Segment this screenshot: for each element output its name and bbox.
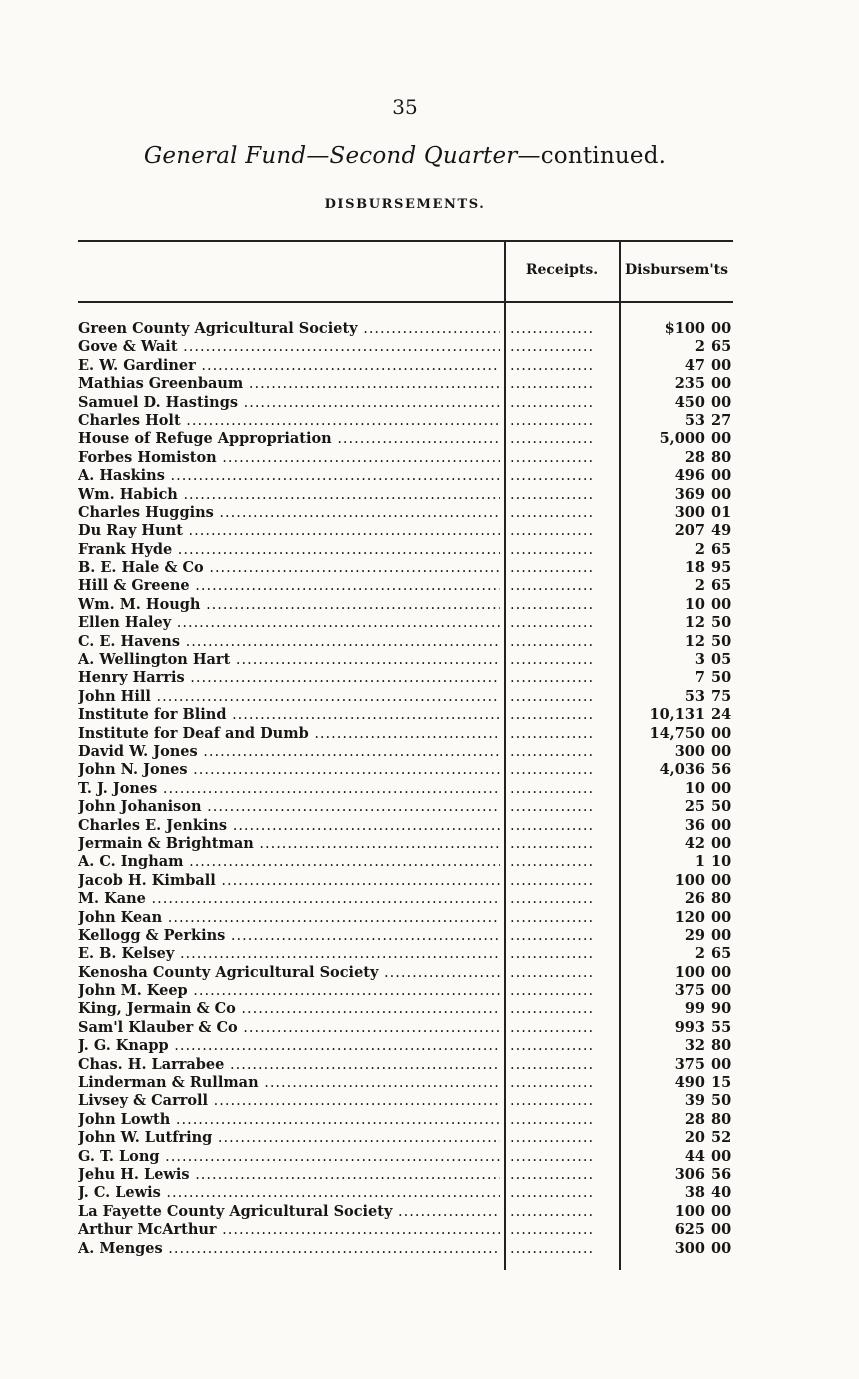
receipts-cell: ............... <box>510 799 595 816</box>
payee-name: Forbes Homiston ..... <box>78 449 500 467</box>
receipts-cell: ............... <box>510 743 595 760</box>
payee-name: Charles Huggins ..... <box>78 504 500 522</box>
disbursement-cents: 00 <box>711 485 732 503</box>
payee-name: E. W. Gardiner ..... <box>78 357 500 375</box>
payee-name: Wm. M. Hough ..... <box>78 596 500 614</box>
receipts-cell: ............... <box>510 1075 595 1092</box>
receipts-cell: ............... <box>510 835 595 852</box>
table-row <box>78 577 733 595</box>
receipts-cell: ............... <box>510 1093 595 1110</box>
payee-name: Du Ray Hunt ..... <box>78 522 500 540</box>
payee-name: Arthur McArthur ..... <box>78 1221 500 1239</box>
table-row <box>78 1000 733 1018</box>
table-row <box>78 688 733 706</box>
disbursement-cents: 50 <box>711 1092 732 1110</box>
disbursement-dollars: 29 <box>684 926 705 944</box>
payee-name: John W. Lutfring ..... <box>78 1129 500 1147</box>
table-row <box>78 467 733 485</box>
disbursement-dollars: 3 <box>694 651 705 669</box>
table-row <box>78 486 733 504</box>
payee-name: Green County Agricultural Society ..... <box>78 320 500 338</box>
disbursement-dollars: 450 <box>674 393 705 411</box>
disbursement-cents: 65 <box>711 577 732 595</box>
disbursement-cents: 50 <box>711 669 732 687</box>
table-row <box>78 1221 733 1239</box>
payee-name: David W. Jones ..... <box>78 743 500 761</box>
disbursement-cents: 00 <box>711 375 732 393</box>
disbursement-cents: 00 <box>711 926 732 944</box>
disbursement-cents: 05 <box>711 651 732 669</box>
disbursement-cents: 65 <box>711 540 732 558</box>
table-row <box>78 669 733 687</box>
payee-name: Linderman & Rullman ..... <box>78 1074 500 1092</box>
payee-name: John N. Jones ..... <box>78 761 500 779</box>
disbursement-cents: 00 <box>711 742 732 760</box>
payee-name: A. Haskins ..... <box>78 467 500 485</box>
page-number: 35 <box>392 95 418 119</box>
table-row <box>78 1129 733 1147</box>
disbursement-dollars: 375 <box>674 1055 705 1073</box>
disbursement-dollars: 47 <box>684 356 705 374</box>
receipts-cell: ............... <box>510 1130 595 1147</box>
payee-name: J. G. Knapp ..... <box>78 1037 500 1055</box>
receipts-cell: ............... <box>510 909 595 926</box>
payee-name: C. E. Havens ..... <box>78 633 500 651</box>
receipts-cell: ............... <box>510 762 595 779</box>
receipts-cell: ............... <box>510 596 595 613</box>
table-row <box>78 541 733 559</box>
disbursement-dollars: 14,750 <box>649 724 705 742</box>
disbursement-cents: 55 <box>711 1018 732 1036</box>
disbursement-cents: 80 <box>711 1037 732 1055</box>
receipts-cell: ............... <box>510 541 595 558</box>
table-row <box>78 375 733 393</box>
payee-name: Samuel D. Hastings ..... <box>78 394 500 412</box>
disbursement-dollars: 2 <box>694 338 705 356</box>
payee-name: Jehu H. Lewis ..... <box>78 1166 500 1184</box>
receipts-cell: ............... <box>510 1185 595 1202</box>
disbursement-dollars: 99 <box>684 1000 705 1018</box>
table-row <box>78 1166 733 1184</box>
disbursement-cents: 00 <box>711 779 732 797</box>
receipts-cell: ............... <box>510 891 595 908</box>
disbursement-cents: 00 <box>711 1202 732 1220</box>
header-bottom-rule <box>78 301 733 303</box>
receipts-cell: ............... <box>510 431 595 448</box>
payee-name: La Fayette County Agricultural Society ..... <box>78 1203 500 1221</box>
disbursement-cents: 00 <box>711 1239 732 1257</box>
payee-name: Kellogg & Perkins ..... <box>78 927 500 945</box>
disbursement-cents: 52 <box>711 1129 732 1147</box>
receipts-cell: ............... <box>510 854 595 871</box>
disbursement-cents: 00 <box>711 1055 732 1073</box>
receipts-cell: ............... <box>510 321 595 337</box>
payee-name: E. B. Kelsey ..... <box>78 945 500 963</box>
table-row <box>78 1203 733 1221</box>
receipts-cell: ............... <box>510 707 595 724</box>
disbursement-cents: 00 <box>711 430 732 448</box>
disbursement-cents: 50 <box>711 614 732 632</box>
table-rows <box>78 320 733 1258</box>
disbursement-dollars: 28 <box>684 1110 705 1128</box>
receipts-cell: ............... <box>510 394 595 411</box>
receipts-cell: ............... <box>510 927 595 944</box>
disbursement-cents: 00 <box>711 467 732 485</box>
receipts-cell: ............... <box>510 872 595 889</box>
table-row <box>78 945 733 963</box>
disbursement-dollars: 18 <box>684 559 705 577</box>
table-row <box>78 559 733 577</box>
payee-name: Ellen Haley ..... <box>78 614 500 632</box>
receipts-cell: ............... <box>510 560 595 577</box>
table-row <box>78 798 733 816</box>
receipts-cell: ............... <box>510 615 595 632</box>
receipts-cell: ............... <box>510 1111 595 1128</box>
disbursement-dollars: 12 <box>684 632 705 650</box>
receipts-cell: ............... <box>510 1001 595 1018</box>
title-main: General Fund—Second Quarter <box>143 143 518 169</box>
receipts-cell: ............... <box>510 339 595 356</box>
disbursement-dollars: 306 <box>674 1165 705 1183</box>
disbursement-dollars: 120 <box>674 908 705 926</box>
payee-name: A. Menges ..... <box>78 1240 500 1258</box>
disbursement-cents: 00 <box>711 1147 732 1165</box>
table-row <box>78 430 733 448</box>
disbursement-dollars: 38 <box>684 1184 705 1202</box>
disbursement-dollars: 100 <box>674 1202 705 1220</box>
receipts-cell: ............... <box>510 633 595 650</box>
table-row <box>78 890 733 908</box>
disbursement-cents: 00 <box>711 724 732 742</box>
receipts-cell: ............... <box>510 1148 595 1165</box>
table-row <box>78 964 733 982</box>
disbursement-cents: 90 <box>711 1000 732 1018</box>
table-row <box>78 633 733 651</box>
disbursement-cents: 15 <box>711 1074 732 1092</box>
receipts-cell: ............... <box>510 688 595 705</box>
disbursement-dollars: 10,131 <box>649 706 705 724</box>
payee-name: John Johanison ..... <box>78 798 500 816</box>
disbursement-dollars: 235 <box>674 375 705 393</box>
receipts-cell: ............... <box>510 1056 595 1073</box>
table-row <box>78 780 733 798</box>
disbursement-cents: 56 <box>711 1165 732 1183</box>
disbursement-cents: 49 <box>711 522 732 540</box>
payee-name: John Lowth ..... <box>78 1111 500 1129</box>
disbursement-dollars: 12 <box>684 614 705 632</box>
table-row <box>78 1184 733 1202</box>
disbursement-cents: 00 <box>711 908 732 926</box>
table-row <box>78 1092 733 1110</box>
payee-name: John M. Keep ..... <box>78 982 500 1000</box>
disbursement-dollars: 300 <box>674 1239 705 1257</box>
table-row <box>78 927 733 945</box>
table-row <box>78 651 733 669</box>
table-row <box>78 1056 733 1074</box>
table-row <box>78 1240 733 1258</box>
receipts-cell: ............... <box>510 817 595 834</box>
page-title <box>0 143 810 169</box>
receipts-cell: ............... <box>510 1222 595 1239</box>
disbursement-cents: 80 <box>711 448 732 466</box>
disbursement-cents: 00 <box>711 393 732 411</box>
receipts-cell: ............... <box>510 1166 595 1183</box>
disbursement-cents: 00 <box>711 963 732 981</box>
receipts-cell: ............... <box>510 946 595 963</box>
payee-name: Wm. Habich ..... <box>78 486 500 504</box>
table-row <box>78 706 733 724</box>
disbursement-cents: 10 <box>711 853 732 871</box>
disbursements-column-header: Disbursem'ts <box>625 262 728 278</box>
receipts-cell: ............... <box>510 1203 595 1220</box>
disbursement-dollars: 10 <box>684 779 705 797</box>
table-row <box>78 817 733 835</box>
payee-name: John Hill ..... <box>78 688 500 706</box>
payee-name: Jacob H. Kimball ..... <box>78 872 500 890</box>
payee-name: Institute for Deaf and Dumb ..... <box>78 725 500 743</box>
disbursement-dollars: 25 <box>684 798 705 816</box>
table-row <box>78 394 733 412</box>
table-row <box>78 761 733 779</box>
payee-name: T. J. Jones ..... <box>78 780 500 798</box>
receipts-column-header: Receipts. <box>525 262 599 278</box>
table-row <box>78 725 733 743</box>
payee-name: Mathias Greenbaum ..... <box>78 375 500 393</box>
payee-name: A. C. Ingham ..... <box>78 853 500 871</box>
table-row <box>78 743 733 761</box>
payee-name: Sam'l Klauber & Co ..... <box>78 1019 500 1037</box>
table-row <box>78 1019 733 1037</box>
disbursement-cents: 80 <box>711 1110 732 1128</box>
table-row <box>78 1037 733 1055</box>
disbursement-dollars: 375 <box>674 982 705 1000</box>
receipts-cell: ............... <box>510 725 595 742</box>
disbursement-cents: 00 <box>711 356 732 374</box>
receipts-cell: ............... <box>510 983 595 1000</box>
disbursement-dollars: 5,000 <box>659 430 705 448</box>
table-row <box>78 338 733 356</box>
disbursement-dollars: 490 <box>674 1074 705 1092</box>
section-heading: DISBURSEMENTS. <box>324 197 486 212</box>
disbursement-dollars: 207 <box>674 522 705 540</box>
disbursement-cents: 27 <box>711 411 732 429</box>
disbursement-dollars: 10 <box>684 595 705 613</box>
disbursement-cents: 00 <box>711 816 732 834</box>
table-row <box>78 614 733 632</box>
payee-name: Charles E. Jenkins ..... <box>78 817 500 835</box>
receipts-cell: ............... <box>510 780 595 797</box>
receipts-cell: ............... <box>510 1019 595 1036</box>
disbursement-dollars: $100 <box>664 320 705 337</box>
table-row <box>78 1074 733 1092</box>
table-row <box>78 909 733 927</box>
payee-name: John Kean ..... <box>78 909 500 927</box>
payee-name: Institute for Blind ..... <box>78 706 500 724</box>
receipts-cell: ............... <box>510 1240 595 1257</box>
disbursement-dollars: 100 <box>674 871 705 889</box>
disbursement-cents: 75 <box>711 687 732 705</box>
disbursement-dollars: 26 <box>684 890 705 908</box>
disbursement-dollars: 4,036 <box>659 761 705 779</box>
disbursement-cents: 00 <box>711 834 732 852</box>
disbursement-cents: 24 <box>711 706 732 724</box>
table-row <box>78 449 733 467</box>
disbursement-cents: 00 <box>711 871 732 889</box>
disbursement-cents: 95 <box>711 559 732 577</box>
receipts-cell: ............... <box>510 964 595 981</box>
disbursement-dollars: 100 <box>674 963 705 981</box>
disbursement-dollars: 20 <box>684 1129 705 1147</box>
disbursement-dollars: 993 <box>674 1018 705 1036</box>
payee-name: Gove & Wait ..... <box>78 338 500 356</box>
payee-name: House of Refuge Appropriation ..... <box>78 430 500 448</box>
payee-name: Henry Harris ..... <box>78 669 500 687</box>
payee-name: Frank Hyde ..... <box>78 541 500 559</box>
payee-name: Kenosha County Agricultural Society ..... <box>78 964 500 982</box>
receipts-cell: ............... <box>510 449 595 466</box>
disbursement-cents: 56 <box>711 761 732 779</box>
disbursement-cents: 00 <box>711 982 732 1000</box>
receipts-cell: ............... <box>510 504 595 521</box>
payee-name: Livsey & Carroll ..... <box>78 1092 500 1110</box>
payee-name: Jermain & Brightman ..... <box>78 835 500 853</box>
receipts-cell: ............... <box>510 578 595 595</box>
payee-name: Hill & Greene ..... <box>78 577 500 595</box>
disbursement-dollars: 1 <box>694 853 705 871</box>
disbursement-cents: 40 <box>711 1184 732 1202</box>
receipts-cell: ............... <box>510 486 595 503</box>
table-row <box>78 872 733 890</box>
disbursement-dollars: 369 <box>674 485 705 503</box>
disbursement-cents: 50 <box>711 632 732 650</box>
table-row <box>78 1148 733 1166</box>
disbursement-dollars: 625 <box>674 1221 705 1239</box>
disbursement-dollars: 28 <box>684 448 705 466</box>
payee-name: J. C. Lewis ..... <box>78 1184 500 1202</box>
disbursement-dollars: 32 <box>684 1037 705 1055</box>
disbursement-cents: 01 <box>711 503 732 521</box>
table-row <box>78 504 733 522</box>
receipts-cell: ............... <box>510 357 595 374</box>
disbursement-cents: 65 <box>711 338 732 356</box>
disbursement-dollars: 42 <box>684 834 705 852</box>
receipts-cell: ............... <box>510 376 595 393</box>
receipts-cell: ............... <box>510 652 595 669</box>
payee-name: G. T. Long ..... <box>78 1148 500 1166</box>
payee-name: B. E. Hale & Co ..... <box>78 559 500 577</box>
disbursement-dollars: 2 <box>694 577 705 595</box>
table-row <box>78 1111 733 1129</box>
payee-name: Charles Holt ..... <box>78 412 500 430</box>
disbursement-dollars: 53 <box>684 411 705 429</box>
table-row <box>78 853 733 871</box>
title-suffix: —continued. <box>517 143 667 169</box>
receipts-cell: ............... <box>510 468 595 485</box>
receipts-cell: ............... <box>510 412 595 429</box>
disbursements-table <box>78 236 733 1269</box>
payee-name: M. Kane ..... <box>78 890 500 908</box>
disbursement-cents: 00 <box>711 595 732 613</box>
disbursement-cents: 65 <box>711 945 732 963</box>
table-row <box>78 835 733 853</box>
receipts-cell: ............... <box>510 1038 595 1055</box>
disbursement-dollars: 53 <box>684 687 705 705</box>
table-row <box>78 357 733 375</box>
disbursement-cents: 00 <box>711 1221 732 1239</box>
disbursement-cents: 80 <box>711 890 732 908</box>
payee-name: A. Wellington Hart ..... <box>78 651 500 669</box>
table-row <box>78 320 733 338</box>
payee-name: King, Jermain & Co ..... <box>78 1000 500 1018</box>
disbursement-dollars: 300 <box>674 503 705 521</box>
disbursement-cents: 50 <box>711 798 732 816</box>
disbursement-dollars: 7 <box>694 669 705 687</box>
table-top-rule <box>78 240 733 242</box>
table-row <box>78 412 733 430</box>
payee-name: Chas. H. Larrabee ..... <box>78 1056 500 1074</box>
receipts-cell: ............... <box>510 670 595 687</box>
disbursement-cents: 00 <box>711 320 732 337</box>
table-row <box>78 982 733 1000</box>
disbursement-dollars: 2 <box>694 540 705 558</box>
disbursement-dollars: 2 <box>694 945 705 963</box>
disbursement-dollars: 496 <box>674 467 705 485</box>
table-row <box>78 522 733 540</box>
disbursement-dollars: 44 <box>684 1147 705 1165</box>
disbursement-dollars: 300 <box>674 742 705 760</box>
disbursement-dollars: 36 <box>684 816 705 834</box>
disbursement-dollars: 39 <box>684 1092 705 1110</box>
table-row <box>78 596 733 614</box>
receipts-cell: ............... <box>510 523 595 540</box>
